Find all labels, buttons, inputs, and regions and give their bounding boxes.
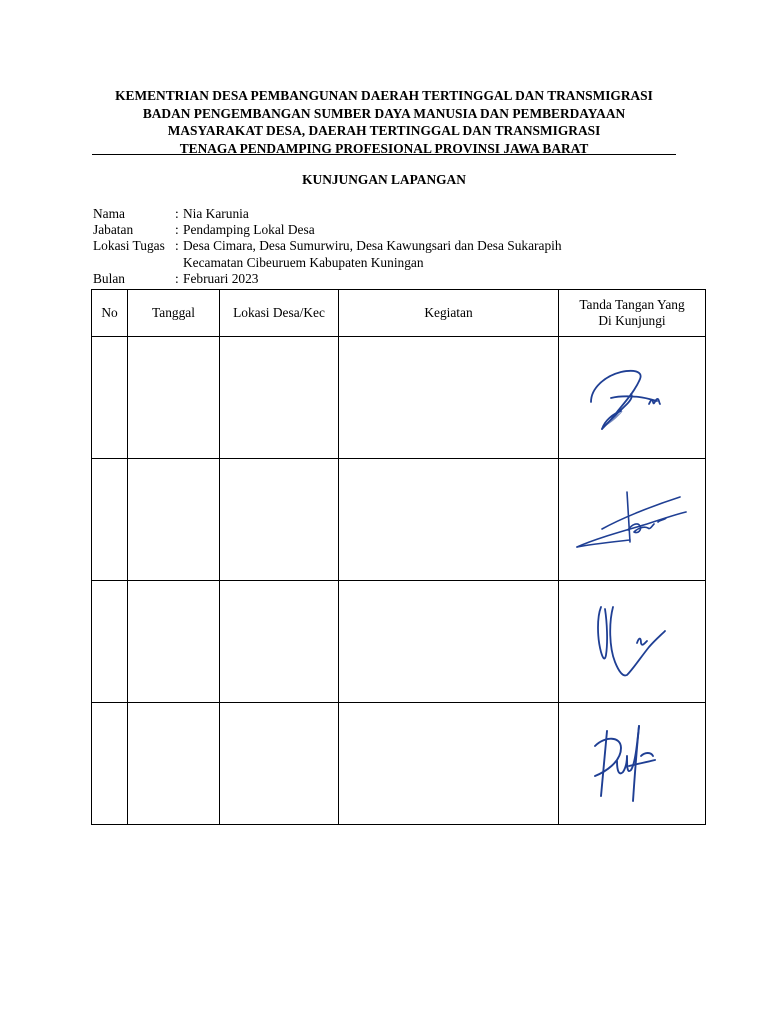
info-row-lokasi-tugas: [93, 238, 562, 254]
cell-kegiatan: [339, 337, 559, 459]
info-value-lokasi-tugas-line2: Kecamatan Cibeuruem Kabupaten Kuningan: [183, 254, 424, 270]
info-row-jabatan: [93, 222, 562, 238]
cell-kegiatan: [339, 581, 559, 703]
info-label-jabatan: Jabatan: [93, 222, 134, 238]
table-row: [92, 337, 706, 459]
info-block: [93, 206, 562, 287]
info-colon: :: [175, 206, 179, 221]
cell-lokasi: [220, 337, 339, 459]
cell-signature: [559, 703, 706, 825]
info-colon: :: [175, 238, 179, 254]
table-row: [92, 459, 706, 581]
info-colon: :: [175, 222, 179, 238]
cell-no: [92, 581, 128, 703]
info-value-lokasi-tugas: Desa Cimara, Desa Sumurwiru, Desa Kawungsari dan Desa Sukarapih: [183, 238, 562, 254]
cell-lokasi: [220, 459, 339, 581]
info-value-nama: Nia Karunia: [183, 206, 249, 221]
header-tanda-tangan-line1: Tanda Tangan Yang: [579, 297, 685, 312]
info-label-bulan: Bulan: [93, 270, 125, 286]
header-lokasi: Lokasi Desa/Kec: [220, 290, 339, 337]
table-row: [92, 581, 706, 703]
cell-no: [92, 337, 128, 459]
letterhead-line-1: KEMENTRIAN DESA PEMBANGUNAN DAERAH TERTINGGAL DAN TRANSMIGRASI: [115, 88, 653, 103]
cell-no: [92, 459, 128, 581]
document-title: KUNJUNGAN LAPANGAN: [302, 172, 466, 187]
cell-tanggal: [128, 337, 220, 459]
signature-4: [587, 716, 677, 811]
cell-tanggal: [128, 581, 220, 703]
cell-signature: [559, 581, 706, 703]
letterhead: [92, 87, 676, 157]
header-no: No: [92, 290, 128, 337]
info-value-jabatan: Pendamping Lokal Desa: [183, 222, 315, 238]
cell-no: [92, 703, 128, 825]
info-colon: :: [175, 270, 179, 286]
info-label-nama: Nama: [93, 206, 125, 221]
header-kegiatan: Kegiatan: [339, 290, 559, 337]
info-label-lokasi-tugas: Lokasi Tugas: [93, 238, 165, 254]
letterhead-line-3: MASYARAKAT DESA, DAERAH TERTINGGAL DAN TRANSMIGRASI: [167, 123, 601, 139]
signature-3: [587, 597, 677, 687]
cell-lokasi: [220, 703, 339, 825]
cell-signature: [559, 337, 706, 459]
cell-signature: [559, 459, 706, 581]
cell-lokasi: [220, 581, 339, 703]
info-row-nama: [93, 206, 562, 222]
cell-tanggal: [128, 459, 220, 581]
cell-kegiatan: [339, 459, 559, 581]
cell-kegiatan: [339, 703, 559, 825]
cell-tanggal: [128, 703, 220, 825]
header-divider: [92, 154, 676, 155]
letterhead-line-4: TENAGA PENDAMPING PROFESIONAL PROVINSI JAWA BARAT: [179, 140, 589, 156]
table-header-row: [92, 290, 706, 337]
header-tanggal: Tanggal: [128, 290, 220, 337]
signature-2: [572, 482, 692, 557]
info-row-bulan: [93, 271, 562, 287]
header-tanda-tangan: [559, 290, 706, 337]
table-row: [92, 703, 706, 825]
header-tanda-tangan-line2: Di Kunjungi: [598, 313, 666, 328]
info-value-bulan: Februari 2023: [183, 270, 259, 286]
letterhead-line-2: BADAN PENGEMBANGAN SUMBER DAYA MANUSIA DAN PEMBERDAYAAN: [142, 105, 626, 121]
signature-1: [587, 360, 677, 435]
visit-log-table: [91, 289, 706, 825]
